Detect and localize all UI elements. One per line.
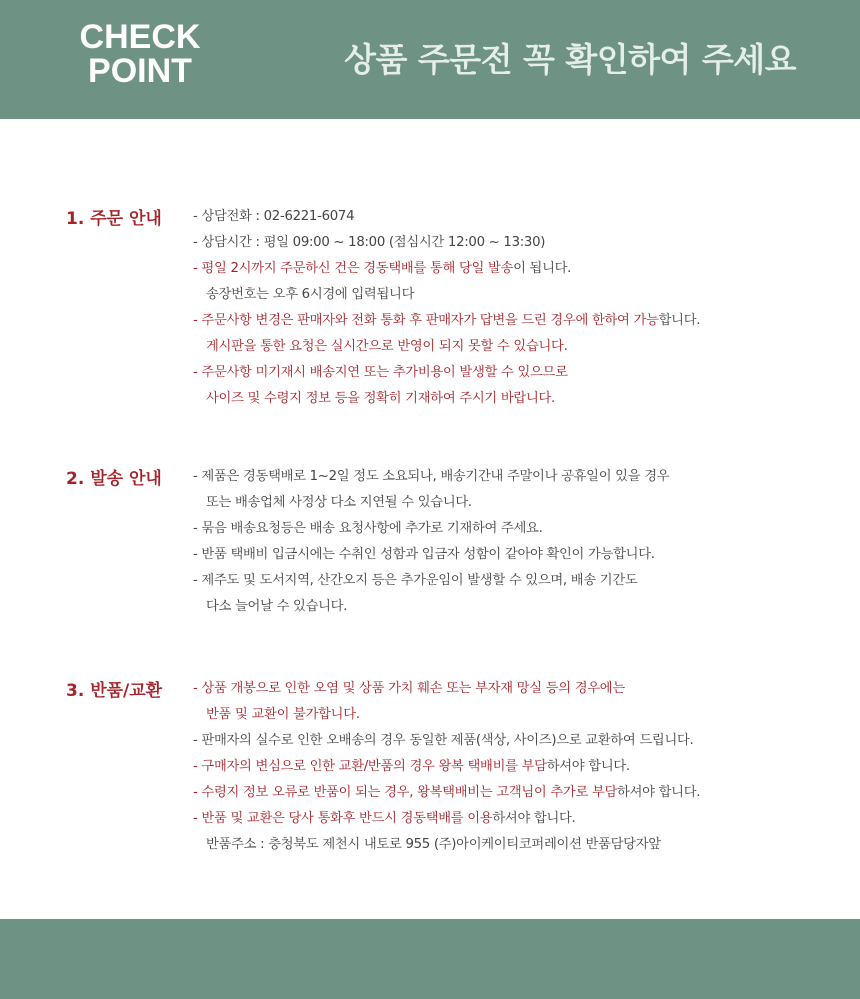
info-line: - 상품 개봉으로 인한 오염 및 상품 가치 훼손 또는 부자재 망실 등의 경우에는 (193, 681, 625, 696)
highlight-text: - 수령지 정보 오류로 반품이 되는 경우, 왕복택배비는 고객님이 추가로 부담 (193, 785, 618, 800)
info-line: - 상담전화 : 02-6221-6074 (193, 209, 355, 224)
normal-text: 합니다. (658, 313, 701, 328)
info-line: 또는 배송업체 사정상 다소 지연될 수 있습니다. (206, 495, 472, 510)
highlight-text: - 반품 및 교환은 당사 통화후 반드시 경동택배를 이용 (193, 811, 493, 826)
info-line: 반품주소 : 충청북도 제천시 내토로 955 (주)아이케이티코퍼레이션 반품담당자앞 (206, 837, 661, 852)
normal-text: 하셔야 합니다. (546, 759, 630, 774)
info-line: - 제품은 경동택배로 1~2일 정도 소요되나, 배송기간내 주말이나 공휴일이 있을 경우 (193, 469, 670, 484)
section-lines (193, 464, 669, 620)
page-title: 상품 주문전 꼭 확인하여 주세요 (344, 40, 796, 79)
info-line: - 묶음 배송요청등은 배송 요청사항에 추가로 기재하여 주세요. (193, 521, 543, 536)
info-line: - 제주도 및 도서지역, 산간오지 등은 추가운임이 발생할 수 있으며, 배송 기간도 (193, 573, 638, 588)
normal-text: 하셔야 합니다. (492, 811, 576, 826)
info-line: - 상담시간 : 평일 09:00 ~ 18:00 (점심시간 12:00 ~ 13:30) (193, 235, 546, 250)
info-line: - 주문사항 미기재시 배송지연 또는 추가비용이 발생할 수 있으므로 (193, 365, 568, 380)
info-line (193, 780, 700, 806)
highlight-text: - 주문사항 변경은 판매자와 전화 통화 후 판매자가 답변을 드린 경우에 한하여 가능 (193, 313, 659, 328)
checkpoint-label-line2: POINT (88, 52, 192, 90)
info-line (193, 308, 700, 334)
info-line: 사이즈 및 수령지 정보 등을 정확히 기재하여 주시기 바랍니다. (206, 391, 555, 406)
normal-text: 하셔야 합니다. (617, 785, 701, 800)
info-line: - 판매자의 실수로 인한 오배송의 경우 동일한 제품(색상, 사이즈)으로 교환하여 드립니다. (193, 733, 694, 748)
section-title: 1. 주문 안내 (66, 209, 162, 229)
info-line (193, 754, 700, 780)
section-lines (193, 204, 700, 412)
checkpoint-label-line1: CHECK (79, 18, 201, 56)
checkpoint-label (70, 20, 210, 88)
info-line: 반품 및 교환이 불가합니다. (206, 707, 360, 722)
info-line: 다소 늘어날 수 있습니다. (206, 599, 348, 614)
info-line: - 반품 택배비 입금시에는 수취인 성함과 입금자 성함이 같아야 확인이 가능합니다. (193, 547, 655, 562)
section-title: 2. 발송 안내 (66, 469, 162, 489)
normal-text: 이 됩니다. (513, 261, 572, 276)
info-line (193, 256, 700, 282)
info-line: 송장번호는 오후 6시경에 입력됩니다 (206, 287, 415, 302)
section-lines (193, 676, 700, 858)
highlight-text: - 평일 2시까지 주문하신 건은 경동택배를 통해 당일 발송 (193, 261, 514, 276)
info-line (193, 806, 700, 832)
checkpoint-badge-tail (122, 94, 166, 116)
footer-band (0, 919, 860, 999)
info-line: 게시판을 통한 요청은 실시간으로 반영이 되지 못할 수 있습니다. (206, 339, 568, 354)
section-title: 3. 반품/교환 (66, 681, 163, 701)
highlight-text: - 구매자의 변심으로 인한 교환/반품의 경우 왕복 택배비를 부담 (193, 759, 547, 774)
